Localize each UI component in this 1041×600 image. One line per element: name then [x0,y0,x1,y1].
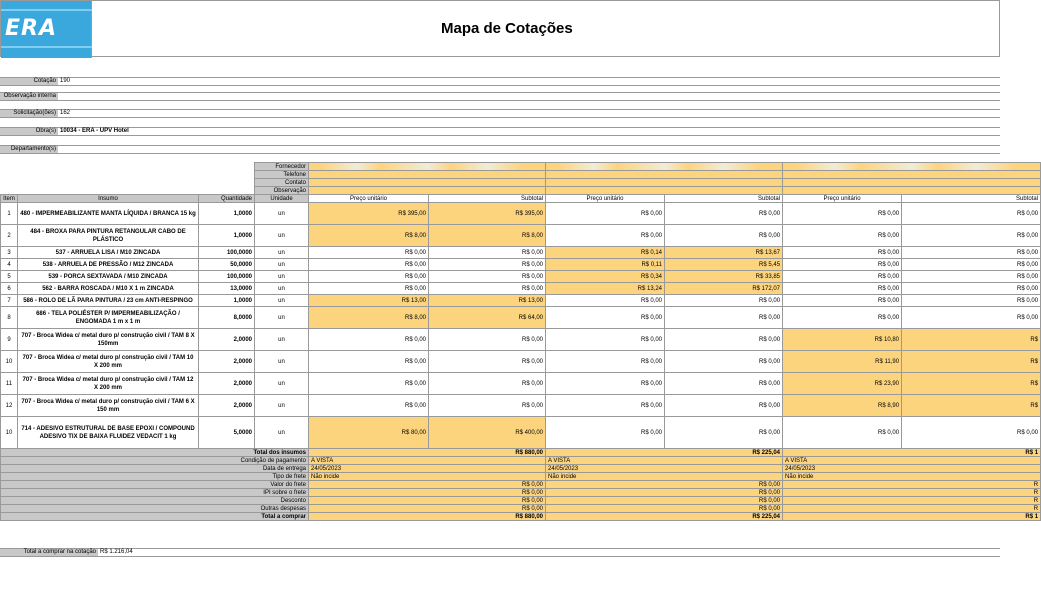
subtotal-3: R$ [902,329,1041,351]
supplier-2-contato [546,179,783,187]
summary-label: Data de entrega [1,465,309,473]
item-number: 8 [1,307,18,329]
item-number: 12 [1,395,18,417]
summary-value-3: Não incide [783,473,1041,481]
item-row [1,295,1041,307]
item-insumo: 539 - PORCA SEXTAVADA / M10 ZINCADA [18,271,199,283]
item-quantidade: 1,0000 [199,225,255,247]
preco-unitario-1: R$ 0,00 [309,271,429,283]
subtotal-1: R$ 395,00 [429,203,546,225]
total-cotacao-value: R$ 1.216,04 [100,549,133,555]
spacer [1,187,255,195]
item-unidade: un [255,247,309,259]
preco-unitario-1: R$ 395,00 [309,203,429,225]
info-row-cotacao [0,77,1000,86]
summary-value-2: R$ 225,04 [546,449,783,457]
info-value: 190 [60,78,71,84]
subtotal-2: R$ 0,00 [665,307,783,329]
summary-value-1: R$ 0,00 [309,505,546,513]
item-number: 1 [1,203,18,225]
summary-value-1: Não incide [309,473,546,481]
summary-value-1: R$ 0,00 [309,497,546,505]
item-insumo: 586 - ROLO DE LÃ PARA PINTURA / 23 cm ANTI-RESPINGO [18,295,199,307]
supplier-1-observacao [309,187,546,195]
summary-value-3: R$ 1 [783,449,1041,457]
preco-unitario-1: R$ 0,00 [309,283,429,295]
subtotal-2: R$ 0,00 [665,203,783,225]
col-header-subtotal: Subtotal [902,195,1041,203]
item-number: 9 [1,329,18,351]
subtotal-3: R$ [902,351,1041,373]
item-number: 11 [1,373,18,395]
info-value: 10034 - ERA - UPV Hotel [60,128,129,134]
supplier-1-contato [309,179,546,187]
summary-label: Outras despesas [1,505,309,513]
item-quantidade: 100,0000 [199,271,255,283]
supplier-2-fornecedor [546,163,783,171]
item-quantidade: 50,0000 [199,259,255,271]
column-header-row [1,195,1041,203]
supplier-row-observacao [1,187,1041,195]
subtotal-1: R$ 0,00 [429,351,546,373]
preco-unitario-3: R$ 0,00 [783,259,902,271]
info-label: Observação interna [0,93,58,100]
preco-unitario-1: R$ 0,00 [309,373,429,395]
col-header-preco: Preço unitário [783,195,902,203]
subtotal-1: R$ 0,00 [429,271,546,283]
col-header-item: Item [1,195,18,203]
summary-row [1,513,1041,521]
summary-value-2: Não incide [546,473,783,481]
subtotal-2: R$ 0,00 [665,417,783,449]
preco-unitario-2: R$ 0,34 [546,271,665,283]
item-insumo: 538 - ARRUELA DE PRESSÃO / M12 ZINCADA [18,259,199,271]
summary-row [1,473,1041,481]
col-header-unidade: Unidade [255,195,309,203]
item-quantidade: 100,0000 [199,247,255,259]
item-quantidade: 2,0000 [199,395,255,417]
subtotal-3: R$ 0,00 [902,307,1041,329]
item-number: 6 [1,283,18,295]
item-unidade: un [255,373,309,395]
summary-label: IPI sobre o frete [1,489,309,497]
subtotal-1: R$ 0,00 [429,283,546,295]
preco-unitario-1: R$ 0,00 [309,395,429,417]
preco-unitario-2: R$ 0,00 [546,417,665,449]
item-row [1,259,1041,271]
supplier-label-telefone: Telefone [255,171,309,179]
summary-value-2: A VISTA [546,457,783,465]
preco-unitario-2: R$ 13,24 [546,283,665,295]
supplier-2-observacao [546,187,783,195]
summary-row [1,489,1041,497]
subtotal-3: R$ 0,00 [902,417,1041,449]
preco-unitario-1: R$ 0,00 [309,247,429,259]
summary-label: Valor do frete [1,481,309,489]
subtotal-3: R$ 0,00 [902,295,1041,307]
summary-value-3: R [783,481,1041,489]
subtotal-1: R$ 400,00 [429,417,546,449]
preco-unitario-2: R$ 0,00 [546,295,665,307]
preco-unitario-2: R$ 0,00 [546,395,665,417]
item-unidade: un [255,259,309,271]
preco-unitario-3: R$ 10,80 [783,329,902,351]
summary-value-3: R [783,497,1041,505]
preco-unitario-2: R$ 0,14 [546,247,665,259]
item-number: 10 [1,351,18,373]
summary-value-3: 24/05/2023 [783,465,1041,473]
supplier-1-telefone [309,171,546,179]
summary-row [1,481,1041,489]
item-insumo: 480 - IMPERMEABILIZANTE MANTA LÍQUIDA / BRANCA 15 kg [18,203,199,225]
quote-grid [0,162,1041,521]
item-row [1,307,1041,329]
summary-value-2: R$ 0,00 [546,481,783,489]
summary-value-2: R$ 0,00 [546,497,783,505]
preco-unitario-3: R$ 0,00 [783,203,902,225]
item-quantidade: 8,0000 [199,307,255,329]
preco-unitario-2: R$ 0,00 [546,203,665,225]
preco-unitario-2: R$ 0,00 [546,373,665,395]
spacer [1,171,255,179]
supplier-3-fornecedor [783,163,1041,171]
item-insumo: 707 - Broca Widea c/ metal duro p/ construção civil / TAM 6 X 150 mm [18,395,199,417]
info-label: Obra(s) [0,128,58,135]
item-row [1,203,1041,225]
item-number: 3 [1,247,18,259]
spacer [1,179,255,187]
col-header-insumo: Insumo [18,195,199,203]
subtotal-2: R$ 0,00 [665,351,783,373]
item-unidade: un [255,395,309,417]
subtotal-1: R$ 13,00 [429,295,546,307]
supplier-row-telefone [1,171,1041,179]
summary-value-2: R$ 225,04 [546,513,783,521]
subtotal-1: R$ 0,00 [429,247,546,259]
summary-value-3: R [783,489,1041,497]
summary-value-3: R [783,505,1041,513]
subtotal-2: R$ 0,00 [665,373,783,395]
era-logo [1,1,92,58]
subtotal-3: R$ 0,00 [902,271,1041,283]
item-number: 2 [1,225,18,247]
info-row-obra [0,127,1000,136]
item-row [1,373,1041,395]
subtotal-3: R$ 0,00 [902,225,1041,247]
item-insumo: 707 - Broca Widea c/ metal duro p/ construção civil / TAM 8 X 150mm [18,329,199,351]
subtotal-1: R$ 64,00 [429,307,546,329]
supplier-row-contato [1,179,1041,187]
summary-label: Total a comprar [1,513,309,521]
preco-unitario-3: R$ 0,00 [783,247,902,259]
summary-row [1,465,1041,473]
preco-unitario-3: R$ 0,00 [783,283,902,295]
preco-unitario-3: R$ 23,90 [783,373,902,395]
supplier-3-observacao [783,187,1041,195]
item-insumo: 686 - TELA POLIÉSTER P/ IMPERMEABILIZAÇÃO / ENGOMADA 1 m x 1 m [18,307,199,329]
preco-unitario-1: R$ 8,00 [309,307,429,329]
subtotal-2: R$ 0,00 [665,329,783,351]
item-row [1,417,1041,449]
item-unidade: un [255,271,309,283]
subtotal-2: R$ 13,67 [665,247,783,259]
summary-value-1: R$ 0,00 [309,481,546,489]
info-row-departamento [0,145,1000,154]
supplier-3-contato [783,179,1041,187]
subtotal-3: R$ [902,395,1041,417]
info-label: Departamento(s) [0,146,58,153]
subtotal-2: R$ 0,00 [665,225,783,247]
preco-unitario-3: R$ 0,00 [783,271,902,283]
item-unidade: un [255,203,309,225]
summary-value-2: R$ 0,00 [546,505,783,513]
item-quantidade: 13,0000 [199,283,255,295]
item-unidade: un [255,283,309,295]
summary-label: Total dos insumos [1,449,309,457]
supplier-3-telefone [783,171,1041,179]
supplier-2-telefone [546,171,783,179]
col-header-preco: Preço unitário [546,195,665,203]
supplier-label-observacao: Observação [255,187,309,195]
logo-text: ERA [5,16,57,41]
summary-value-3: A VISTA [783,457,1041,465]
subtotal-3: R$ 0,00 [902,247,1041,259]
info-row-observacao [0,92,1000,101]
preco-unitario-2: R$ 0,00 [546,307,665,329]
summary-label: Condição de pagamento [1,457,309,465]
subtotal-2: R$ 172,07 [665,283,783,295]
col-header-preco: Preço unitário [309,195,429,203]
supplier-label-fornecedor: Fornecedor [255,163,309,171]
subtotal-1: R$ 8,00 [429,225,546,247]
report-header [0,0,1000,57]
subtotal-3: R$ 0,00 [902,283,1041,295]
preco-unitario-1: R$ 13,00 [309,295,429,307]
item-row [1,283,1041,295]
preco-unitario-3: R$ 0,00 [783,295,902,307]
summary-value-1: R$ 880,00 [309,513,546,521]
subtotal-1: R$ 0,00 [429,373,546,395]
preco-unitario-3: R$ 8,90 [783,395,902,417]
page-title: Mapa de Cotações [441,20,573,37]
preco-unitario-2: R$ 0,00 [546,351,665,373]
item-row [1,247,1041,259]
summary-row [1,505,1041,513]
item-insumo: 707 - Broca Widea c/ metal duro p/ construção civil / TAM 10 X 200 mm [18,351,199,373]
subtotal-2: R$ 0,00 [665,395,783,417]
item-unidade: un [255,225,309,247]
item-insumo: 484 - BROXA PARA PINTURA RETANGULAR CABO DE PLÁSTICO [18,225,199,247]
subtotal-3: R$ 0,00 [902,259,1041,271]
item-insumo: 707 - Broca Widea c/ metal duro p/ construção civil / TAM 12 X 200 mm [18,373,199,395]
subtotal-2: R$ 33,85 [665,271,783,283]
col-header-subtotal: Subtotal [665,195,783,203]
preco-unitario-3: R$ 0,00 [783,417,902,449]
supplier-row-fornecedor [1,163,1041,171]
preco-unitario-1: R$ 0,00 [309,351,429,373]
summary-row [1,457,1041,465]
item-row [1,271,1041,283]
item-row [1,329,1041,351]
subtotal-3: R$ [902,373,1041,395]
subtotal-2: R$ 0,00 [665,295,783,307]
info-row-solicitacao [0,109,1000,118]
total-cotacao-row [0,548,1000,557]
preco-unitario-2: R$ 0,00 [546,329,665,351]
item-row [1,225,1041,247]
item-number: 10 [1,417,18,449]
summary-label: Desconto [1,497,309,505]
col-header-quantidade: Quantidade [199,195,255,203]
spacer [1,163,255,171]
preco-unitario-2: R$ 0,11 [546,259,665,271]
summary-value-2: R$ 0,00 [546,489,783,497]
total-cotacao-label: Total a comprar na cotação [0,549,98,556]
summary-row [1,449,1041,457]
item-quantidade: 1,0000 [199,203,255,225]
info-value: 162 [60,110,71,116]
summary-value-2: 24/05/2023 [546,465,783,473]
supplier-label-contato: Contato [255,179,309,187]
preco-unitario-1: R$ 0,00 [309,259,429,271]
preco-unitario-3: R$ 0,00 [783,225,902,247]
item-insumo: 537 - ARRUELA LISA / M10 ZINCADA [18,247,199,259]
item-unidade: un [255,417,309,449]
item-quantidade: 5,0000 [199,417,255,449]
subtotal-3: R$ 0,00 [902,203,1041,225]
preco-unitario-3: R$ 11,90 [783,351,902,373]
item-insumo: 714 - ADESIVO ESTRUTURAL DE BASE EPOXI / COMPOUND ADESIVO TIX DE BAIXA FLUIDEZ VEDACIT 1 kg [18,417,199,449]
item-quantidade: 2,0000 [199,351,255,373]
item-row [1,351,1041,373]
item-unidade: un [255,295,309,307]
item-row [1,395,1041,417]
item-quantidade: 1,0000 [199,295,255,307]
item-unidade: un [255,307,309,329]
preco-unitario-1: R$ 0,00 [309,329,429,351]
col-header-subtotal: Subtotal [429,195,546,203]
info-label: Cotação [0,78,58,85]
summary-value-1: 24/05/2023 [309,465,546,473]
subtotal-2: R$ 5,45 [665,259,783,271]
subtotal-1: R$ 0,00 [429,259,546,271]
supplier-1-fornecedor [309,163,546,171]
info-label: Solicitação(ões) [0,110,58,117]
item-quantidade: 2,0000 [199,373,255,395]
summary-value-3: R$ 1 [783,513,1041,521]
subtotal-1: R$ 0,00 [429,395,546,417]
item-unidade: un [255,329,309,351]
summary-value-1: R$ 0,00 [309,489,546,497]
preco-unitario-1: R$ 8,00 [309,225,429,247]
summary-value-1: R$ 880,00 [309,449,546,457]
preco-unitario-3: R$ 0,00 [783,307,902,329]
item-number: 4 [1,259,18,271]
item-number: 7 [1,295,18,307]
item-number: 5 [1,271,18,283]
subtotal-1: R$ 0,00 [429,329,546,351]
summary-label: Tipo de frete [1,473,309,481]
summary-value-1: A VISTA [309,457,546,465]
preco-unitario-2: R$ 0,00 [546,225,665,247]
preco-unitario-1: R$ 80,00 [309,417,429,449]
item-unidade: un [255,351,309,373]
item-quantidade: 2,0000 [199,329,255,351]
item-insumo: 562 - BARRA ROSCADA / M10 X 1 m ZINCADA [18,283,199,295]
summary-row [1,497,1041,505]
